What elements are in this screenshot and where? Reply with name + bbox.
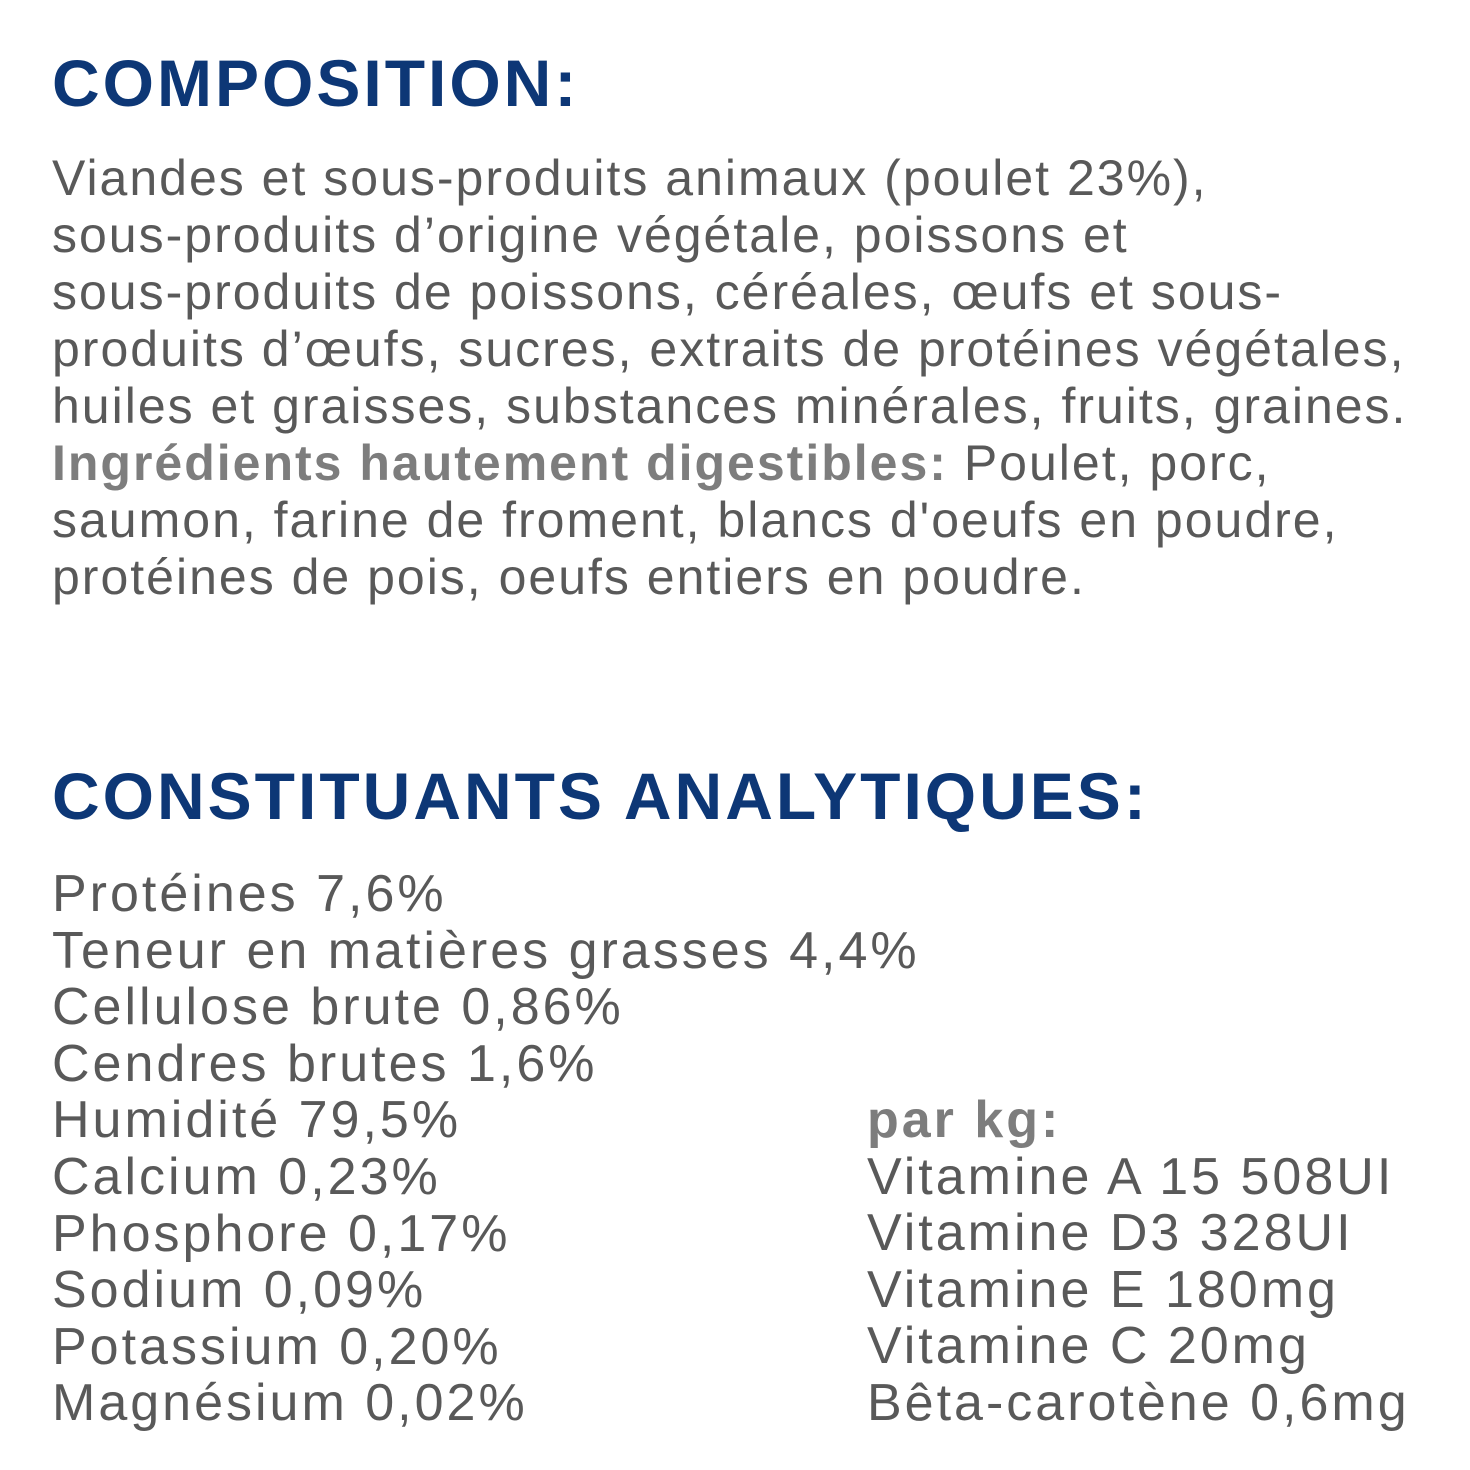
digestible-ingredients-text: Poulet, porc, (963, 435, 1271, 491)
digestible-ingredients-line (52, 435, 1407, 492)
additive-row (867, 1205, 1410, 1262)
per-kg-label: par kg: (867, 1091, 1062, 1149)
constituent-value: 1,6% (466, 1034, 598, 1093)
constituent-name: Cellulose brute (52, 978, 444, 1037)
additive-name: Vitamine D3 (867, 1204, 1183, 1263)
additive-value: 0,6mg (1250, 1373, 1410, 1432)
additive-row (867, 1262, 1410, 1319)
constituent-value: 0,09% (263, 1261, 427, 1320)
constituent-value: 79,5% (298, 1091, 462, 1150)
additive-value: 20mg (1167, 1317, 1310, 1376)
composition-line: sous-produits de poissons, céréales, œufs et sous- (52, 264, 1284, 320)
digestible-ingredients-text: protéines de pois, oeufs entiers en poudre. (52, 549, 1086, 605)
constituent-value: 4,4% (789, 921, 920, 980)
constituent-row (52, 1375, 920, 1432)
constituent-name: Phosphore (52, 1204, 331, 1263)
additive-name: Bêta-carotène (867, 1373, 1233, 1432)
composition-line: sous-produits d’origine végétale, poissons et (52, 207, 1129, 263)
constituent-value: 0,20% (339, 1317, 502, 1376)
additive-value: 328UI (1199, 1204, 1354, 1263)
additive-name: Vitamine C (867, 1317, 1151, 1376)
constituent-value: 0,23% (278, 1147, 441, 1206)
constituent-row (52, 1262, 920, 1319)
constituent-row (52, 923, 920, 980)
constituent-value: 0,17% (347, 1204, 511, 1263)
composition-heading: COMPOSITION: (52, 46, 580, 120)
constituent-value: 7,6% (316, 865, 447, 923)
composition-line: Viandes et sous-produits animaux (poulet 23%), (52, 150, 1208, 206)
constituent-name: Protéines (52, 865, 299, 923)
constituent-row (52, 866, 920, 923)
constituent-value: 0,86% (461, 978, 624, 1037)
per-kg-list (867, 1092, 1410, 1432)
constituent-name: Calcium (52, 1147, 261, 1206)
additive-name: Vitamine E (867, 1260, 1148, 1319)
constituent-name: Cendres brutes (52, 1034, 450, 1093)
additive-value: 15 508UI (1159, 1147, 1395, 1206)
constituent-row (52, 1319, 920, 1376)
constituent-row (52, 979, 920, 1036)
constituent-name: Sodium (52, 1261, 247, 1320)
constituent-name: Magnésium (52, 1374, 348, 1433)
analytical-constituents-heading: CONSTITUANTS ANALYTIQUES: (52, 759, 1149, 833)
composition-line: produits d’œufs, sucres, extraits de protéines végétales, (52, 321, 1406, 377)
digestible-ingredients-text: saumon, farine de froment, blancs d'oeufs en poudre, (52, 492, 1339, 548)
constituent-row (52, 1036, 920, 1093)
composition-line: huiles et graisses, substances minérales, fruits, graines. (52, 378, 1408, 434)
additive-value: 180mg (1164, 1260, 1339, 1319)
constituent-row (52, 1206, 920, 1263)
additive-row (867, 1375, 1410, 1432)
analytical-constituents-list (52, 866, 920, 1432)
additive-row (867, 1318, 1410, 1375)
constituent-row (52, 1149, 920, 1206)
constituent-name: Potassium (52, 1317, 322, 1376)
constituent-name: Humidité (52, 1091, 282, 1150)
constituent-row (52, 1092, 920, 1149)
additive-name: Vitamine A (867, 1147, 1142, 1206)
additive-row (867, 1149, 1410, 1206)
constituent-name: Teneur en matières grasses (52, 921, 772, 980)
composition-text (52, 150, 1407, 606)
digestible-ingredients-label: Ingrédients hautement digestibles: (52, 435, 948, 491)
constituent-value: 0,02% (365, 1374, 528, 1433)
